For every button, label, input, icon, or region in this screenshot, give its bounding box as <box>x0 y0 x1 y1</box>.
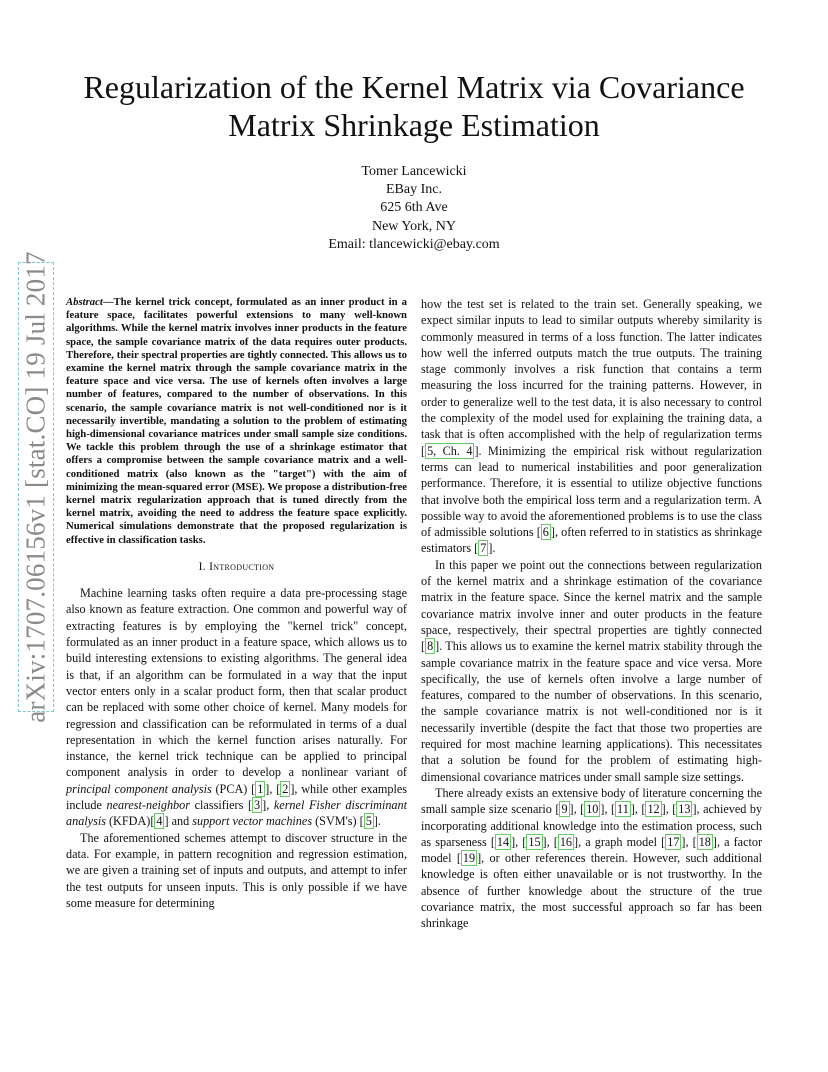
abstract-text: —The kernel trick concept, formulated as an inner product in a feature space, facilitates powerful extensions to many well-known algorithms. While the kernel matrix involves inner products in the feature space, the sample covariance matrix of the data requires outer products. Therefore, their spectral properties are tightly connected. This allows us to examine the kernel matrix through the sample covariance matrix in the feature space and vice versa. The use of kernels often involves a large number of features, compared to the number of observations. In this scenario, the sample covariance matrix is not well-conditioned nor is it necessarily invertible, mandating a solution to the problem of estimating high-dimensional covariance matrices under small sample size conditions. We tackle this problem through the use of a shrinkage estimator that offers a compromise between the sample covariance matrix and a well-conditioned matrix (also known as the "target") with the aim of minimizing the mean-squared error (MSE). We propose a distribution-free kernel matrix regularization approach that is tuned directly from the kernel matrix, avoiding the need to address the feature space explicitly. Numerical simulations demonstrate that the proposed regularization is effective in classification tasks. <box>66 296 407 546</box>
section-number: I. <box>198 560 206 573</box>
citation-1[interactable]: [ 1 ] <box>251 781 270 796</box>
author-email: Email: tlancewicki@ebay.com <box>328 236 500 252</box>
arxiv-id: arXiv:1707.06156v1 [stat.CO] 19 Jul 2017 <box>20 251 51 723</box>
citation-link[interactable]: 8 <box>427 639 434 654</box>
intro-paragraph-3 <box>421 557 762 785</box>
text-run: There already exists an extensive body of literature concerning the small sample size scenario <box>421 785 762 817</box>
left-column <box>66 296 407 911</box>
citation-8[interactable]: [ 8 ] <box>421 639 440 654</box>
text-run: how the test set is related to the train set. Generally speaking, we expect similar inputs to lead to similar outputs whereby similarity is commonly measured in terms of a loss function. The latter indicates how well the inferred outputs match the true outputs. The training stage commonly involves a risk function that contains a term measuring the loss incurred for the training patterns. However, in order to generalize well to the test data, it is also necessary to control the complexity of the model used for explaining the training data, a task that is often accomplished with the help of regularization terms <box>421 297 762 442</box>
right-column <box>421 296 762 932</box>
citation-13[interactable]: [ 13 ] <box>672 802 697 817</box>
author-city: New York, NY <box>371 218 456 234</box>
citation-14[interactable]: [ 14 ] <box>490 834 516 849</box>
text-run: , or other references therein. However, such additional knowledge is often either unavailable or is not trustworthy. In the absence of further knowledge about the structure of the true covariance matrix, the most successful approach so far has been shrinkage <box>421 851 762 931</box>
text-run: . Minimizing the empirical risk without regularization terms can lead to numerical instabilities and poor generalization performance. Therefore, it is essential to utilize objective functions that involve both the empirical loss term and a regularization term. A possible way to avoid the aforementioned problems is to use the class of admissible solutions <box>421 443 762 540</box>
citation-12[interactable]: [ 12 ] <box>641 802 666 817</box>
citation-link[interactable]: 11 <box>617 802 629 817</box>
text-run: , a graph model <box>578 834 662 849</box>
author-block <box>214 163 614 254</box>
citation-link[interactable]: 7 <box>480 541 487 556</box>
abstract-label: Abstract <box>66 296 103 308</box>
citation-5[interactable]: [ 5 ] <box>359 814 378 829</box>
citation-6[interactable]: [ 6 ] <box>536 525 555 540</box>
author-affiliation: EBay Inc. <box>386 182 442 198</box>
citation-link[interactable]: 10 <box>586 802 599 817</box>
citation-7[interactable]: [ 7 ] <box>474 541 493 556</box>
citation-link[interactable]: 18 <box>698 834 711 849</box>
text-run-italic: principal component analysis <box>66 781 212 796</box>
intro-paragraph-2: The aforementioned schemes attempt to discover structure in the data. For example, in pattern recognition and regression estimation, we are given a training set of inputs and outputs, and attempt to infer the test outputs for unseen inputs. This is only possible if we have some measure for determining <box>66 830 407 910</box>
author-street: 625 6th Ave <box>380 200 448 216</box>
paper-title <box>40 68 788 144</box>
citation-link[interactable]: 2 <box>282 781 289 796</box>
citation-4[interactable]: [ 4 ] <box>150 814 169 829</box>
text-run: . <box>492 541 496 556</box>
abstract <box>66 296 407 547</box>
text-run-italic: kernel Fisher discriminant analysis <box>66 798 408 829</box>
citation-link[interactable]: 15 <box>528 834 541 849</box>
citation-15[interactable]: [ 15 ] <box>522 834 547 849</box>
intro-paragraph-1: Machine learning tasks often require a data pre-processing stage also known as feature extraction. One common and powerful way of extracting features is by employing the "kernel trick" concept, formulated as an inner product in a feature space, which allows us to build interesting extensions to existing algorithms. The general idea is that, if an algorithm can be formulated in a way that the input vector enters only in a scalar product form, then that scalar product can be replaced with some other choice of kernel. Many models for regression and classification can be reformulated in terms of a dual representation in which the kernel function arises naturally. For instance, the kernel trick technique can be applied to principal component analysis in order to develop a nonlinear variant of principal component analysis (PCA) [ 1 ], [ 2 ], while other examples include nearest-neighbor classifiers [ 3 ], kernel Fisher discriminant analysis (KFDA)[ 4 ] and support vector machines (SVM's) [ 5 ]. <box>66 586 408 829</box>
text-run: , achieved by incorporating additional knowledge into the estimation process, such as sparseness <box>421 802 763 849</box>
text-run: classifiers <box>190 798 248 813</box>
citation-19[interactable]: [ 19 ] <box>456 851 482 866</box>
text-run: In this paper we point out the connections between regularization of the kernel matrix and a shrinkage estimation of the covariance matrix in the feature space. Since the kernel matrix and the sample covariance matrix involve inner and outer products in the feature space, respectively, their spectral properties are tightly connected <box>421 557 762 637</box>
text-run: (SVM's) <box>312 814 360 829</box>
text-run: (KFDA) <box>105 814 151 829</box>
citation-link[interactable]: 4 <box>156 814 163 829</box>
citation-link[interactable]: 6 <box>542 525 549 540</box>
citation-2[interactable]: [ 2 ] <box>276 781 295 796</box>
title-line-2: Matrix Shrinkage Estimation <box>228 107 600 143</box>
citation-10[interactable]: [ 10 ] <box>580 802 605 817</box>
citation-link[interactable]: 14 <box>496 834 510 849</box>
author-name: Tomer Lancewicki <box>361 164 467 179</box>
section-title: Introduction <box>209 560 275 573</box>
citation-link[interactable]: 12 <box>647 802 660 817</box>
citation-link[interactable]: 5, Ch. 4 <box>427 443 473 458</box>
citation-5-ch4[interactable]: [ 5, Ch. 4 ] <box>421 443 479 458</box>
text-run: , often referred to in statistics as shrinkage estimators <box>421 525 762 556</box>
citation-link[interactable]: 13 <box>678 802 691 817</box>
citation-18[interactable]: [ 18 ] <box>692 834 717 849</box>
arxiv-stamp <box>18 251 54 723</box>
title-line-1: Regularization of the Kernel Matrix via Covariance <box>83 69 745 105</box>
text-run: , a factor model <box>421 834 763 866</box>
citation-3[interactable]: [ 3 ] <box>247 798 267 813</box>
text-run: , while other examples include <box>66 781 407 813</box>
text-run: (PCA) <box>211 781 252 796</box>
text-run-italic: nearest-neighbor <box>106 798 190 813</box>
citation-16[interactable]: [ 16 ] <box>553 834 579 849</box>
citation-11[interactable]: [ 11 ] <box>610 802 635 817</box>
text-run: . This allows us to examine the kernel matrix stability through the sample covariance matrix in the feature space and vice versa. More specifically, the use of kernels often involve a large number of features, compared to the number of observations. In this scenario, the sample covariance matrix is not well-conditioned nor is it necessarily invertible (despite the fact that those two properties are required for most machine learning applications). This necessitates that a solution be found for the problem of estimating high-dimensional covariance matrices under small sample size settings. <box>421 639 762 784</box>
citation-9[interactable]: [ 9 ] <box>555 802 574 817</box>
intro-paragraph-2-cont <box>421 296 762 557</box>
citation-link[interactable]: 19 <box>462 851 476 866</box>
citation-17[interactable]: [ 17 ] <box>661 834 686 849</box>
text-run: Machine learning tasks often require a data pre-processing stage also known as feature extraction. One common and powerful way of extracting features is by employing the "kernel trick" concept, formulated as an inner product in a feature space, which allows us to build interesting extensions to existing algorithms. The general idea is that, if an algorithm can be formulated in a way that the input vector enters only in a scalar product form, then that scalar product can be replaced with some other choice of kernel. Many models for regression and classification can be reformulated in terms of a dual representation in which the kernel function arises naturally. For instance, the kernel trick technique can be applied to principal component analysis in order to develop a nonlinear variant of <box>66 586 407 780</box>
intro-paragraph-4: There already exists an extensive body of literature concerning the small sample size scenario [ 9 ], [ 10 ], [ 11 ], [ 12 ], [ 13 ], achieved by incorporating additional knowledge into the estimation process, such as sparseness [ 14 ], [ 15 ], [ 16 ], a graph model [ 17 ], [ 18 ], a factor model [ 19 ], or other references therein. However, such additional knowledge is often either unavailable or is not trustworthy. In the absence of further knowledge about the structure of the true covariance matrix, the most successful approach so far has been shrinkage <box>421 785 763 931</box>
citation-link[interactable]: 9 <box>561 802 568 817</box>
citation-link[interactable]: 3 <box>254 798 261 813</box>
citation-link[interactable]: 1 <box>257 781 264 796</box>
section-heading <box>66 559 407 575</box>
text-run-italic: support vector machines <box>192 814 313 829</box>
citation-link[interactable]: 5 <box>365 814 372 829</box>
citation-link[interactable]: 17 <box>667 834 680 849</box>
citation-link[interactable]: 16 <box>559 834 572 849</box>
